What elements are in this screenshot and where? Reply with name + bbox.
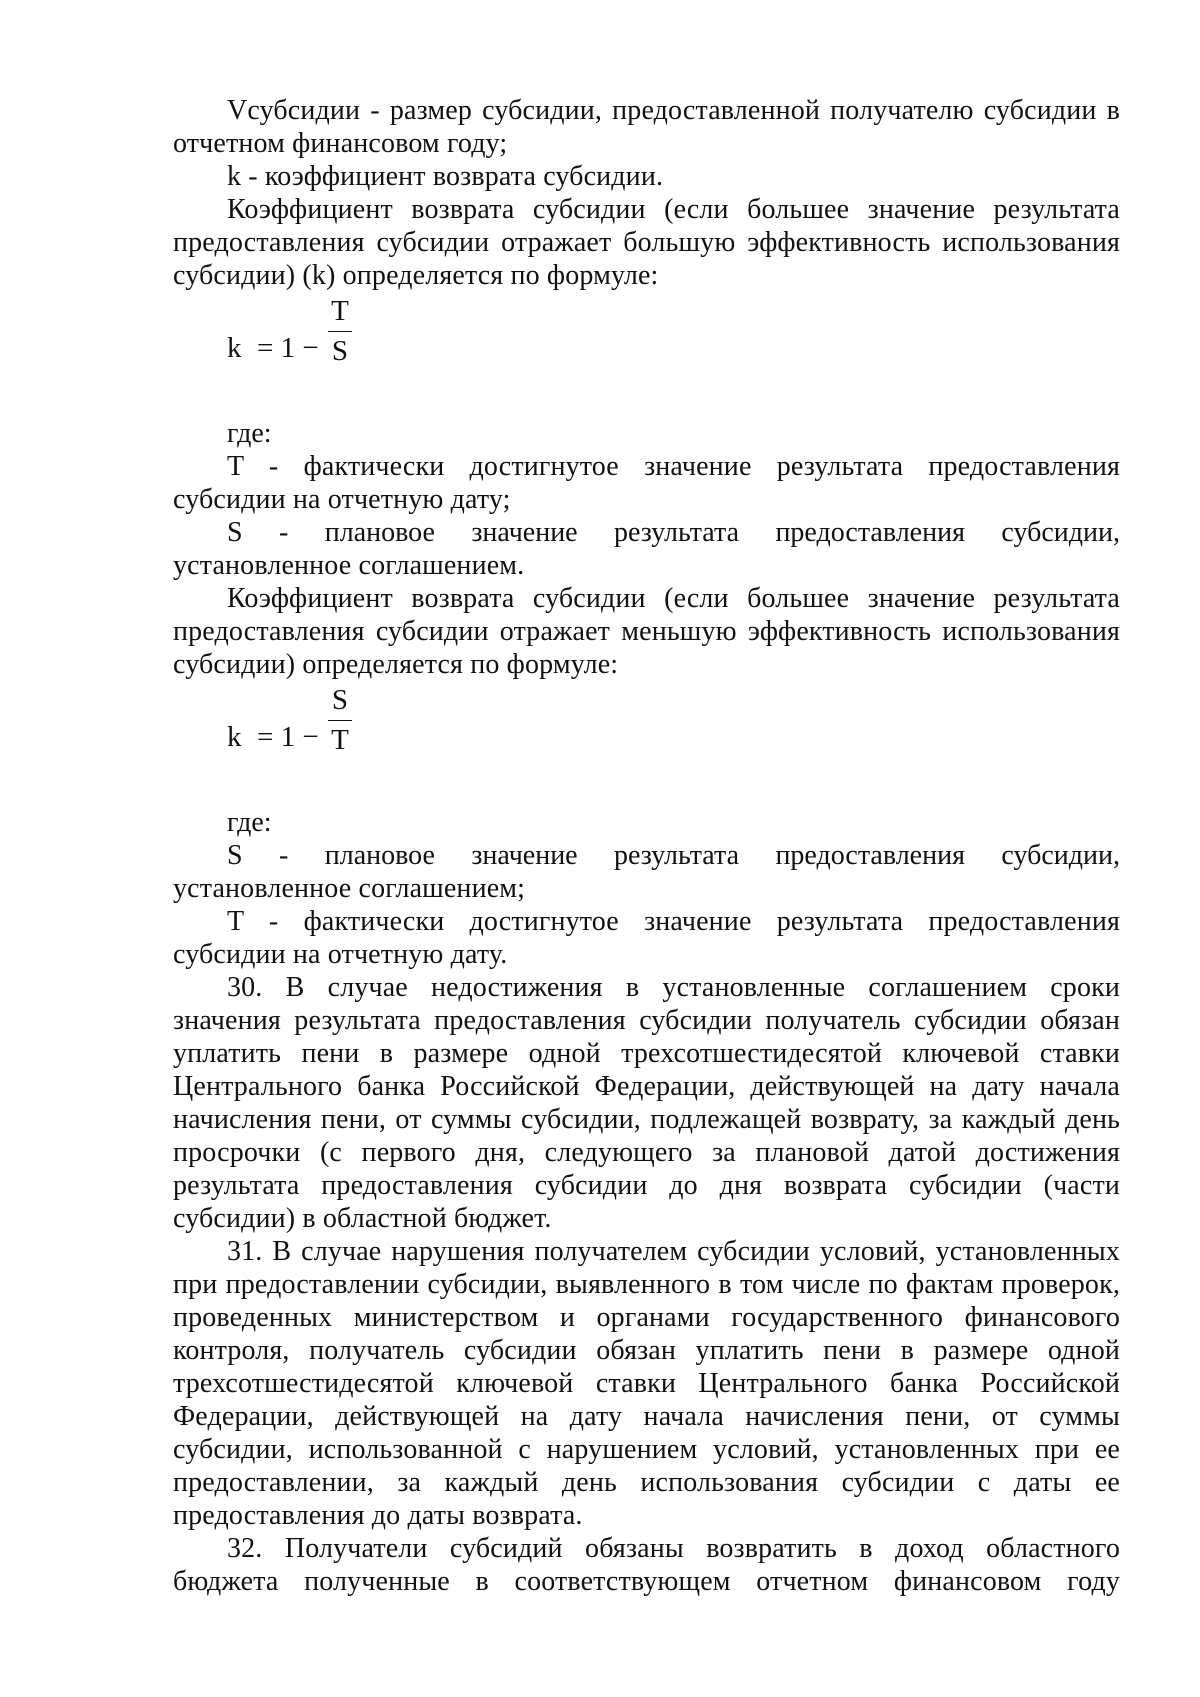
paragraph-coefficient-intro-1: Коэффициент возврата субсидии (если большее значение результата предоставления субсидии отражает большую эффективность использования субсидии) (k) определяется по формуле:	[173, 194, 1120, 291]
formula-numerator: T	[331, 295, 349, 327]
where-label-2: где:	[227, 807, 272, 838]
formula-denominator: S	[331, 335, 349, 367]
definition-s-1-row	[173, 516, 1120, 549]
word: значение	[471, 517, 578, 548]
word: результата	[614, 840, 740, 871]
formula-lhs: k	[227, 721, 242, 753]
definition-t-2: T - фактически достигнутое значение результата предоставления субсидии на отчетную дату.	[173, 906, 1120, 970]
word: S	[227, 840, 243, 871]
formula-fraction	[328, 683, 352, 757]
fraction-bar	[328, 331, 352, 332]
word: плановое	[324, 517, 435, 548]
formula-fraction	[328, 294, 352, 368]
formula-numerator: S	[331, 684, 349, 716]
word: плановое	[324, 840, 435, 871]
formula-equals: = 1 −	[257, 721, 319, 753]
clause-32: 32. Получатели субсидий обязаны возвратить в доход областного бюджета полученные в соответствующем отчетном финансовом году	[173, 1533, 1120, 1597]
formula-k-2	[227, 681, 1120, 806]
word: предоставления	[775, 517, 965, 548]
formula-denominator: T	[331, 724, 349, 756]
document-page	[173, 94, 1120, 1598]
formula-lhs: k	[227, 332, 242, 364]
word: субсидии,	[1001, 840, 1120, 871]
paragraph-k-definition: k - коэффициент возврата субсидии.	[227, 161, 664, 192]
word: S	[227, 517, 243, 548]
clause-31: 31. В случае нарушения получателем субсидии условий, установленных при предоставлении субсидии, выявленного в том числе по фактам проверок, проведенных министерством и органами государственного финансового контроля, получатель субсидии обязан уплатить пени в размере одной трехсотшестидесятой ключевой ставки Центрального банка Российской Федерации, действующей на дату начала начисления пени, от суммы субсидии, использованной с нарушением условий, установленных при ее предоставлении, за каждый день использования субсидии с даты ее предоставления до даты возврата.	[173, 1236, 1120, 1531]
where-label-1: где:	[227, 418, 272, 449]
fraction-bar	[328, 720, 352, 721]
formula-k-1	[227, 292, 1120, 417]
formula-equals: = 1 −	[257, 332, 319, 364]
word: предоставления	[775, 840, 965, 871]
clause-30: 30. В случае недостижения в установленные соглашением сроки значения результата предоставления субсидии получатель субсидии обязан уплатить пени в размере одной трехсотшестидесятой ключевой ставки Центрального банка Российской Федерации, действующей на дату начала начисления пени, от суммы субсидии, подлежащей возврату, за каждый день просрочки (с первого дня, следующего за плановой датой достижения результата предоставления субсидии до дня возврата субсидии (части субсидии) в областной бюджет.	[173, 972, 1120, 1234]
word: значение	[471, 840, 578, 871]
definition-s-2-row	[173, 839, 1120, 872]
word: результата	[614, 517, 740, 548]
word: -	[279, 840, 289, 871]
definition-t-1: T - фактически достигнутое значение результата предоставления субсидии на отчетную дату;	[173, 451, 1120, 515]
definition-s-2-tail: установленное соглашением;	[173, 873, 526, 904]
word: субсидии,	[1001, 517, 1120, 548]
paragraph-vsubsidy-definition: Vсубсидии - размер субсидии, предоставленной получателю субсидии в отчетном финансовом году;	[173, 95, 1120, 159]
paragraph-coefficient-intro-2: Коэффициент возврата субсидии (если большее значение результата предоставления субсидии отражает меньшую эффективность использования субсидии) определяется по формуле:	[173, 583, 1120, 680]
word: -	[279, 517, 289, 548]
definition-s-1-tail: установленное соглашением.	[173, 550, 525, 581]
